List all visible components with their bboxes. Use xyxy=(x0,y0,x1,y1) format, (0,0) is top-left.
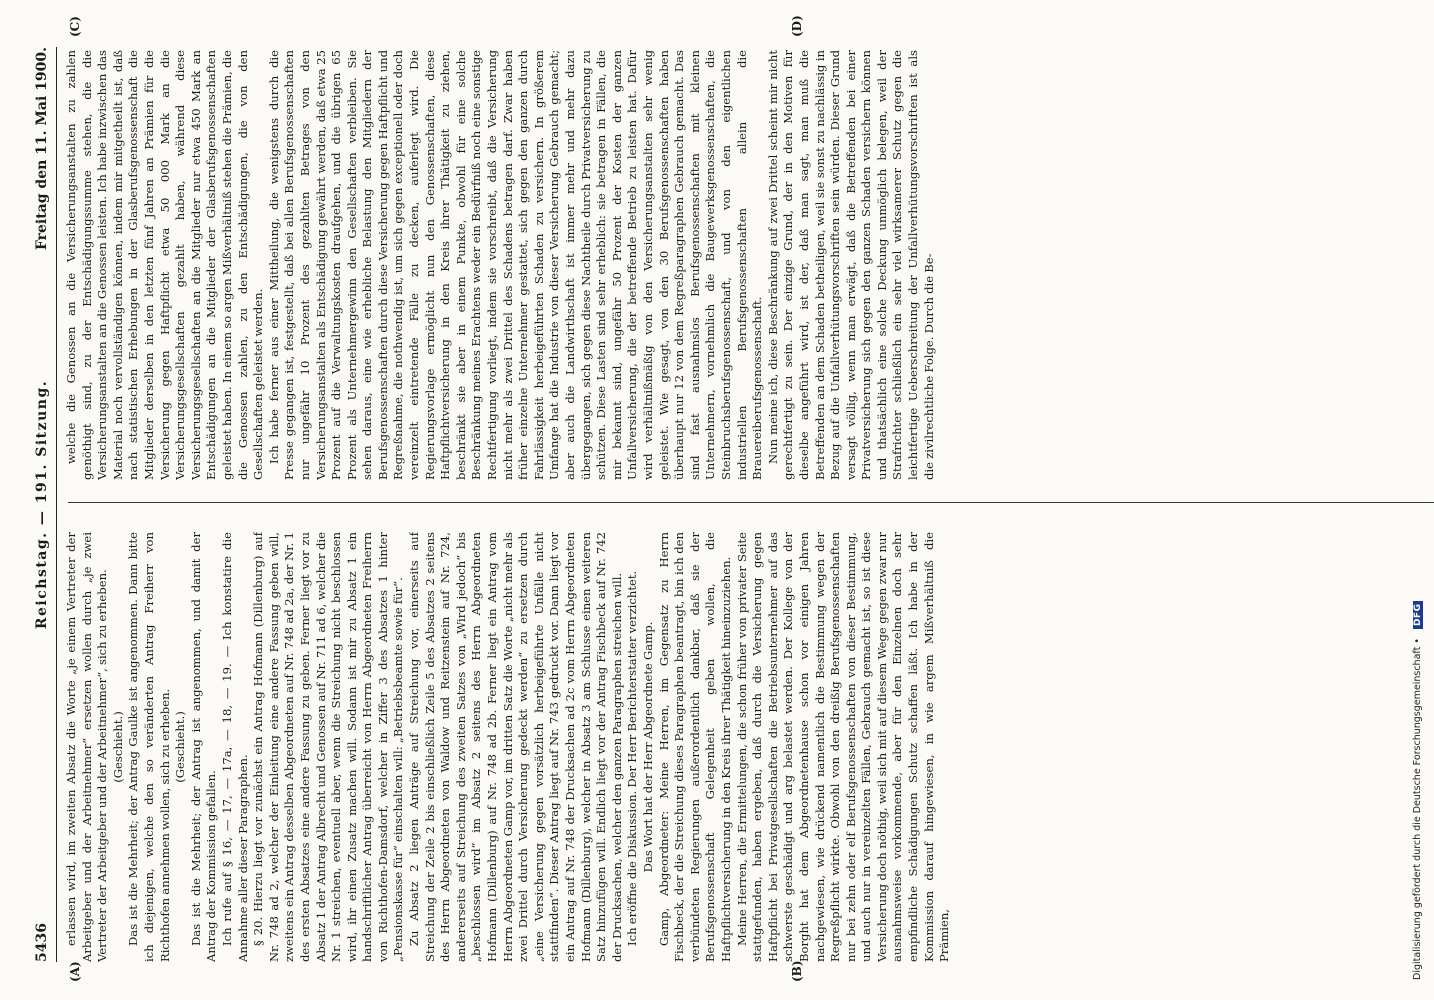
paragraph: § 20. Hierzu liegt vor zunächst ein Antrag Hofmann (Dillenburg) auf Nr. 748 ad 2, welcher der Einleitung eine andere Fassung geben will, zweitens ein Antrag desselben Abgeordneten auf Nr. 748 ad 2a, der Nr. 1 des ersten Absatzes eine andere Fassung zu geben. Ferner liegt vor zu Absatz 1 der Antrag Albrecht und Genossen auf Nr. 711 ad 6, welcher die Nr. 1 streichen, eventuell aber, wenn die Streichung nicht beschlossen wird, ihr einen Zusatz machen will. Sodann ist mir zu Absatz 1 ein handschriftlicher Antrag überreicht von Herrn Abgeordneten Freiherrn von Richthofen-Damsdorf, welcher in Ziffer 3 des Absatzes 1 hinter „Pensionskasse für“ einschalten will: „Betriebsbeamte sowie für“. xyxy=(251,532,406,962)
page-number: 5436 xyxy=(34,923,50,962)
paragraph: (Geschieht.) xyxy=(110,711,125,783)
column-divider xyxy=(68,502,1434,503)
paragraph: Ich habe ferner aus einer Mittheilung, die wenigstens durch die Presse gegangen ist, festgestellt, daß bei allen Berufsgenossenschaften nur ungefähr 10 Prozent des gezahlten Betrages von den Versicherungsanstalten als Entschädigung gewährt werden, daß etwa 25 Prozent auf die Verwaltungskosten draufgehen, und die übrigen 65 Prozent als Unternehmergewinn den Gesellschaften verbleiben. Sie sehen daraus, eine wie erhebliche Belastung den Mitgliedern der Berufsgenossenschaften durch diese Versicherung gegen Haftpflicht und Regreßnahme, die nothwendig ist, um sich gegen exceptionell oder doch vereinzelt eintretende Fälle zu decken, auferlegt wird. Die Regierungsvorlage ermöglicht nun den Genossenschaften, diese Haftpflichtversicherung in den Kreis ihrer Thätigkeit zu ziehen, beschränkt sie aber in einem Punkte, obwohl für eine solche Beschränkung meines Erachtens weder ein Bedürfniß noch eine sonstige Rechtfertigung vorliegt, indem sie vorschreibt, daß die Versicherung nicht mehr als zwei Drittel des Schadens betragen darf. Zwar haben früher einzelne Unternehmer gestattet, sich gegen den ganzen durch Fahrlässigkeit herbeigeführten Schaden zu versichern. In größerem Umfange hat die Industrie von dieser Versicherung Gebrauch gemacht; aber auch die Landwirthschaft ist immer mehr und mehr dazu übergegangen, sich gegen diese Nachtheile durch Privatversicherung zu schützen. Diese Lasten sind sehr erheblich: sie betragen in Fällen, die mir bekannt sind, ungefähr 50 Prozent der Kosten der ganzen Unfallversicherung, die der betreffende Betrieb zu leisten hat. Dafür wird verhältnißmäßig von den Versicherungsanstalten sehr wenig geleistet. Wie gesagt, von den 30 Berufsgenossenschaften haben überhaupt nur 12 von dem Regreßparagraphen Gebrauch gemacht. Das sind fast ausnahmslos Berufsgenossenschaften mit kleinen Unternehmern, vornehmlich die Baugewerksgenossenschaften, die Steinbruchsberufsgenossenschaft, und von den eigentlichen industriellen Berufsgenossenschaften allein die Brauereiberufsgenossenschaft. xyxy=(266,50,765,480)
margin-marker-b: (B) xyxy=(790,960,804,982)
paragraph: Ich rufe auf § 16, — 17, — 17a, — 18, — 19. — Ich konstatire die Annahme aller dieser Paragraphen. xyxy=(219,532,250,962)
digitization-footer xyxy=(1412,40,1428,980)
paragraph: erlassen wird, im zweiten Absatz die Worte „je einem Vertreter der Arbeitgeber und der Arbeitnehmer“ ersetzen wollen durch „je zwei Vertreter der Arbeitgeber und der Arbeitnehmer“, sich zu erheben. xyxy=(64,532,110,962)
margin-marker-a: (A) xyxy=(68,961,82,982)
paragraph: Zu Absatz 2 liegen Anträge auf Streichung vor, einerseits auf Streichung der Zeile 2 bis einschließlich Zeile 5 des Absatzes 2 seitens des Herrn Abgeordneten von Waldow und Reitzenstein auf Nr. 724, andererseits auf Streichung des zweiten Satzes von „Wird jedoch“ bis „beschlossen wird“ im Absatz 2 seitens des Herrn Abgeordneten Hofmann (Dillenburg) auf Nr. 748 ad 2b. Ferner liegt ein Antrag vom Herrn Abgeordneten Gamp vor, im dritten Satz die Worte „nicht mehr als zwei Drittel durch Versicherung gedeckt werden“ zu ersetzen durch „eine Versicherung gegen vorsätzlich herbeigeführte Unfälle nicht stattfinden“. Dieser Antrag liegt auf Nr. 743 gedruckt vor. Dann liegt vor ein Antrag auf Nr. 748 der Drucksachen ad 2c vom Herrn Abgeordneten Hofmann (Dillenburg), welcher in Absatz 3 am Schlusse einen weiteren Satz hinzufügen will. Endlich liegt vor der Antrag Fischbeck auf Nr. 742 der Drucksachen, welcher den ganzen Paragraphen streichen will. xyxy=(407,532,624,962)
footer-text: Digitalisierung gefördert durch die Deutsche Forschungsgemeinschaft • xyxy=(1412,638,1423,980)
page-header xyxy=(30,47,57,962)
paragraph: Das ist die Mehrheit; der Antrag Gaulke ist angenommen. Dann bitte ich diejenigen, welche den so veränderten Antrag Freiherr von Richthofen annehmen wollen, sich zu erheben. xyxy=(126,532,172,962)
dfg-logo: DFG xyxy=(1413,601,1423,630)
margin-marker-d: (D) xyxy=(790,15,804,37)
paragraph: Das ist die Mehrheit; der Antrag ist angenommen, und damit der Antrag der Kommission gefallen. xyxy=(188,532,219,962)
paragraph: Ich eröffne die Diskussion. Der Herr Berichterstatter verzichtet. xyxy=(625,570,640,946)
header-title: Reichstag. — 191. Sitzung. xyxy=(34,379,50,630)
paragraph: welche die Genossen an die Versicherungsanstalten zu zahlen genöthigt sind, zu der Entschädigungssumme stehen, die die Versicherungsanstalten an die Genossen leisten. Ich habe inzwischen das Material noch vervollständigen können, indem mir mitgetheilt ist, daß nach statistischen Erhebungen in der Glasberufsgenossenschaft die Mitglieder derselben in den letzten fünf Jahren an Prämien für die Versicherung gegen Haftpflicht etwa 50 000 Mark an die Versicherungsgesellschaften gezahlt haben, während diese Versicherungsgesellschaften an die Mitglieder nur etwa 450 Mark an Entschädigungen an die Mitglieder der Glasberufsgenossenschaften geleistet haben. In einem so argen Mißverhältniß stehen die Prämien, die die Genossen zahlen, zu den Entschädigungen, die von den Gesellschaften geleistet werden. xyxy=(64,50,266,480)
paragraph: Nun meine ich, diese Beschränkung auf zwei Drittel scheint mir nicht gerechtfertigt zu sein. Der einzige Grund, der in den Motiven für dieselbe angeführt wird, ist der, daß man sagt, man muß die Betreffenden an dem Schaden betheiligen, weil sie sonst zu nachlässig in Bezug auf die Unfallverhütungsvorschriften sein würden. Dieser Grund versagt völlig, wenn man erwägt, daß die Betreffenden bei einer Privatversicherung sich gegen den ganzen Schaden versichern können und thatsächlich eine solche Deckung unmöglich belegen, weil der Strafrichter schließlich ein sehr viel wirksamerer Schutz gegen die leichtfertige Ueberschreitung der Unfallverhütungsvorschriften ist als die zivilrechtliche Folge. Durch die Be- xyxy=(765,50,936,480)
paragraph: Gamp, Abgeordneter: Meine Herren, im Gegensatz zu Herrn Fischbeck, der die Streichung dieses Paragraphen beantragt, bin ich den verbündeten Regierungen außerordentlich dankbar, daß sie der Berufsgenossenschaft Gelegenheit geben wollen, die Haftpflichtversicherung in den Kreis ihrer Thätigkeit hineinzuziehen. xyxy=(656,532,733,962)
right-text-column xyxy=(64,50,1434,480)
header-date: Freitag den 11. Mai 1900. xyxy=(34,47,50,251)
paragraph: Das Wort hat der Herr Abgeordnete Gamp. xyxy=(640,621,655,873)
paragraph: (Geschieht.) xyxy=(173,711,188,783)
left-text-column xyxy=(64,532,1434,962)
margin-marker-c: (C) xyxy=(68,16,82,37)
paragraph: Meine Herren, die Ermittelungen, die schon früher von privater Seite stattgefunden, haben ergeben, daß durch die Versicherung gegen Haftpflicht bei Privatgesellschaften die Betriebsunternehmer auf das schwerste geschädigt und arg belastet werden. Der Kollege von der Borght hat dem Abgeordnetenhause schon vor einigen Jahren nachgewiesen, wie drückend namentlich die Bestimmung wegen der Regreßpflicht wirkte. Obwohl von den dreißig Berufsgenossenschaften nur bei zehn oder elf Berufsgenossenschaften von dieser Bestimmung, und auch nur in vereinzelten Fällen, Gebrauch gemacht ist, so ist diese Versicherung doch nöthig, weil sich mit auf diesem Wege gegen zwar nur ausnahmsweise vorkommende, aber für den Einzelnen doch sehr empfindliche Schädigungen Schutz schaffen läßt. Ich habe in der Kommission darauf hingewiesen, in wie argem Mißverhältniß die Prämien, xyxy=(734,532,952,962)
